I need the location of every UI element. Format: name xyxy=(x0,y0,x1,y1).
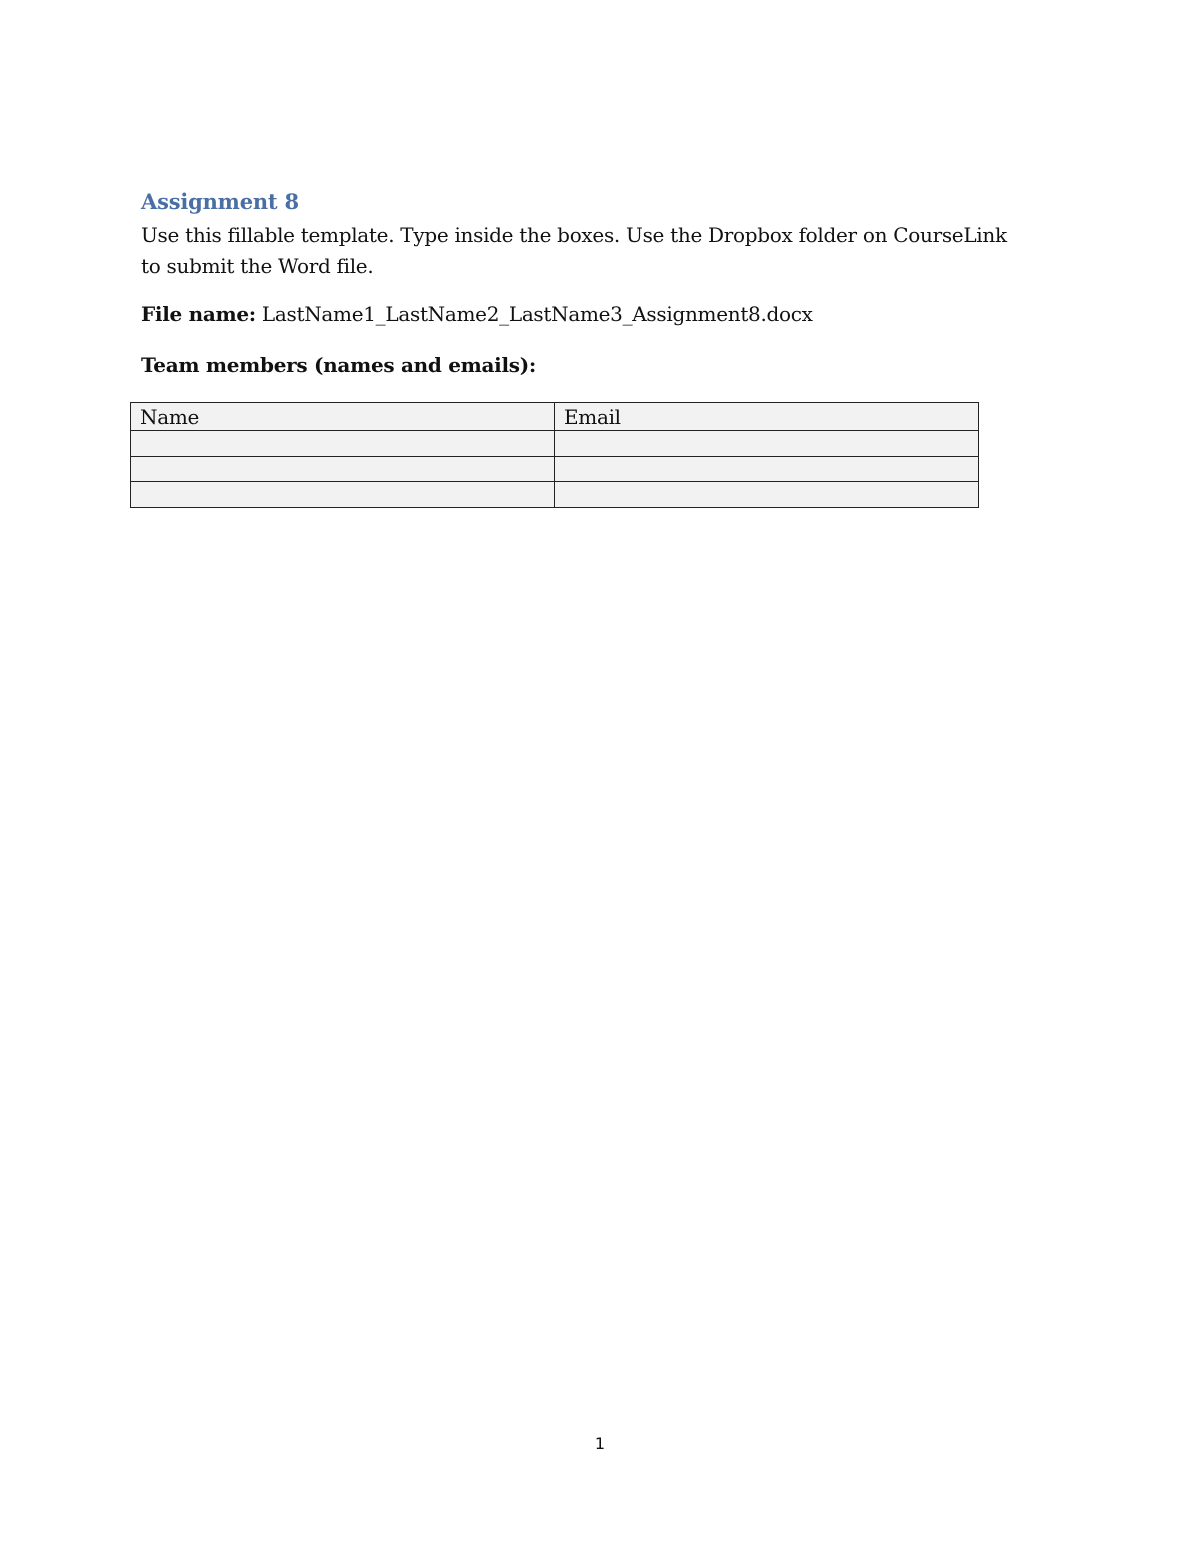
instructions-text: Use this fillable template. Type inside the boxes. Use the Dropbox folder on CourseLink to submit the Word file. xyxy=(141,223,1007,278)
team-members-table xyxy=(130,402,979,508)
email-field[interactable] xyxy=(564,485,969,507)
table-row xyxy=(131,456,979,482)
assignment-heading: Assignment 8 xyxy=(141,189,299,214)
name-cell[interactable] xyxy=(131,482,555,508)
email-field[interactable] xyxy=(564,459,969,481)
table-row xyxy=(131,431,979,457)
email-cell[interactable] xyxy=(555,456,979,482)
file-name-line xyxy=(141,302,813,326)
table-row xyxy=(131,482,979,508)
team-members-heading: Team members (names and emails): xyxy=(141,353,536,377)
name-column-header: Name xyxy=(131,403,555,431)
page-number: 1 xyxy=(594,1434,606,1453)
name-cell[interactable] xyxy=(131,456,555,482)
email-column-header: Email xyxy=(555,403,979,431)
file-name-label: File name: xyxy=(141,302,256,326)
email-cell[interactable] xyxy=(555,482,979,508)
name-cell[interactable] xyxy=(131,431,555,457)
file-name-value: LastName1_LastName2_LastName3_Assignment8.docx xyxy=(261,302,813,326)
name-field[interactable] xyxy=(140,434,545,456)
name-field[interactable] xyxy=(140,485,545,507)
name-field[interactable] xyxy=(140,459,545,481)
email-field[interactable] xyxy=(564,434,969,456)
email-cell[interactable] xyxy=(555,431,979,457)
table-header-row xyxy=(131,403,979,431)
